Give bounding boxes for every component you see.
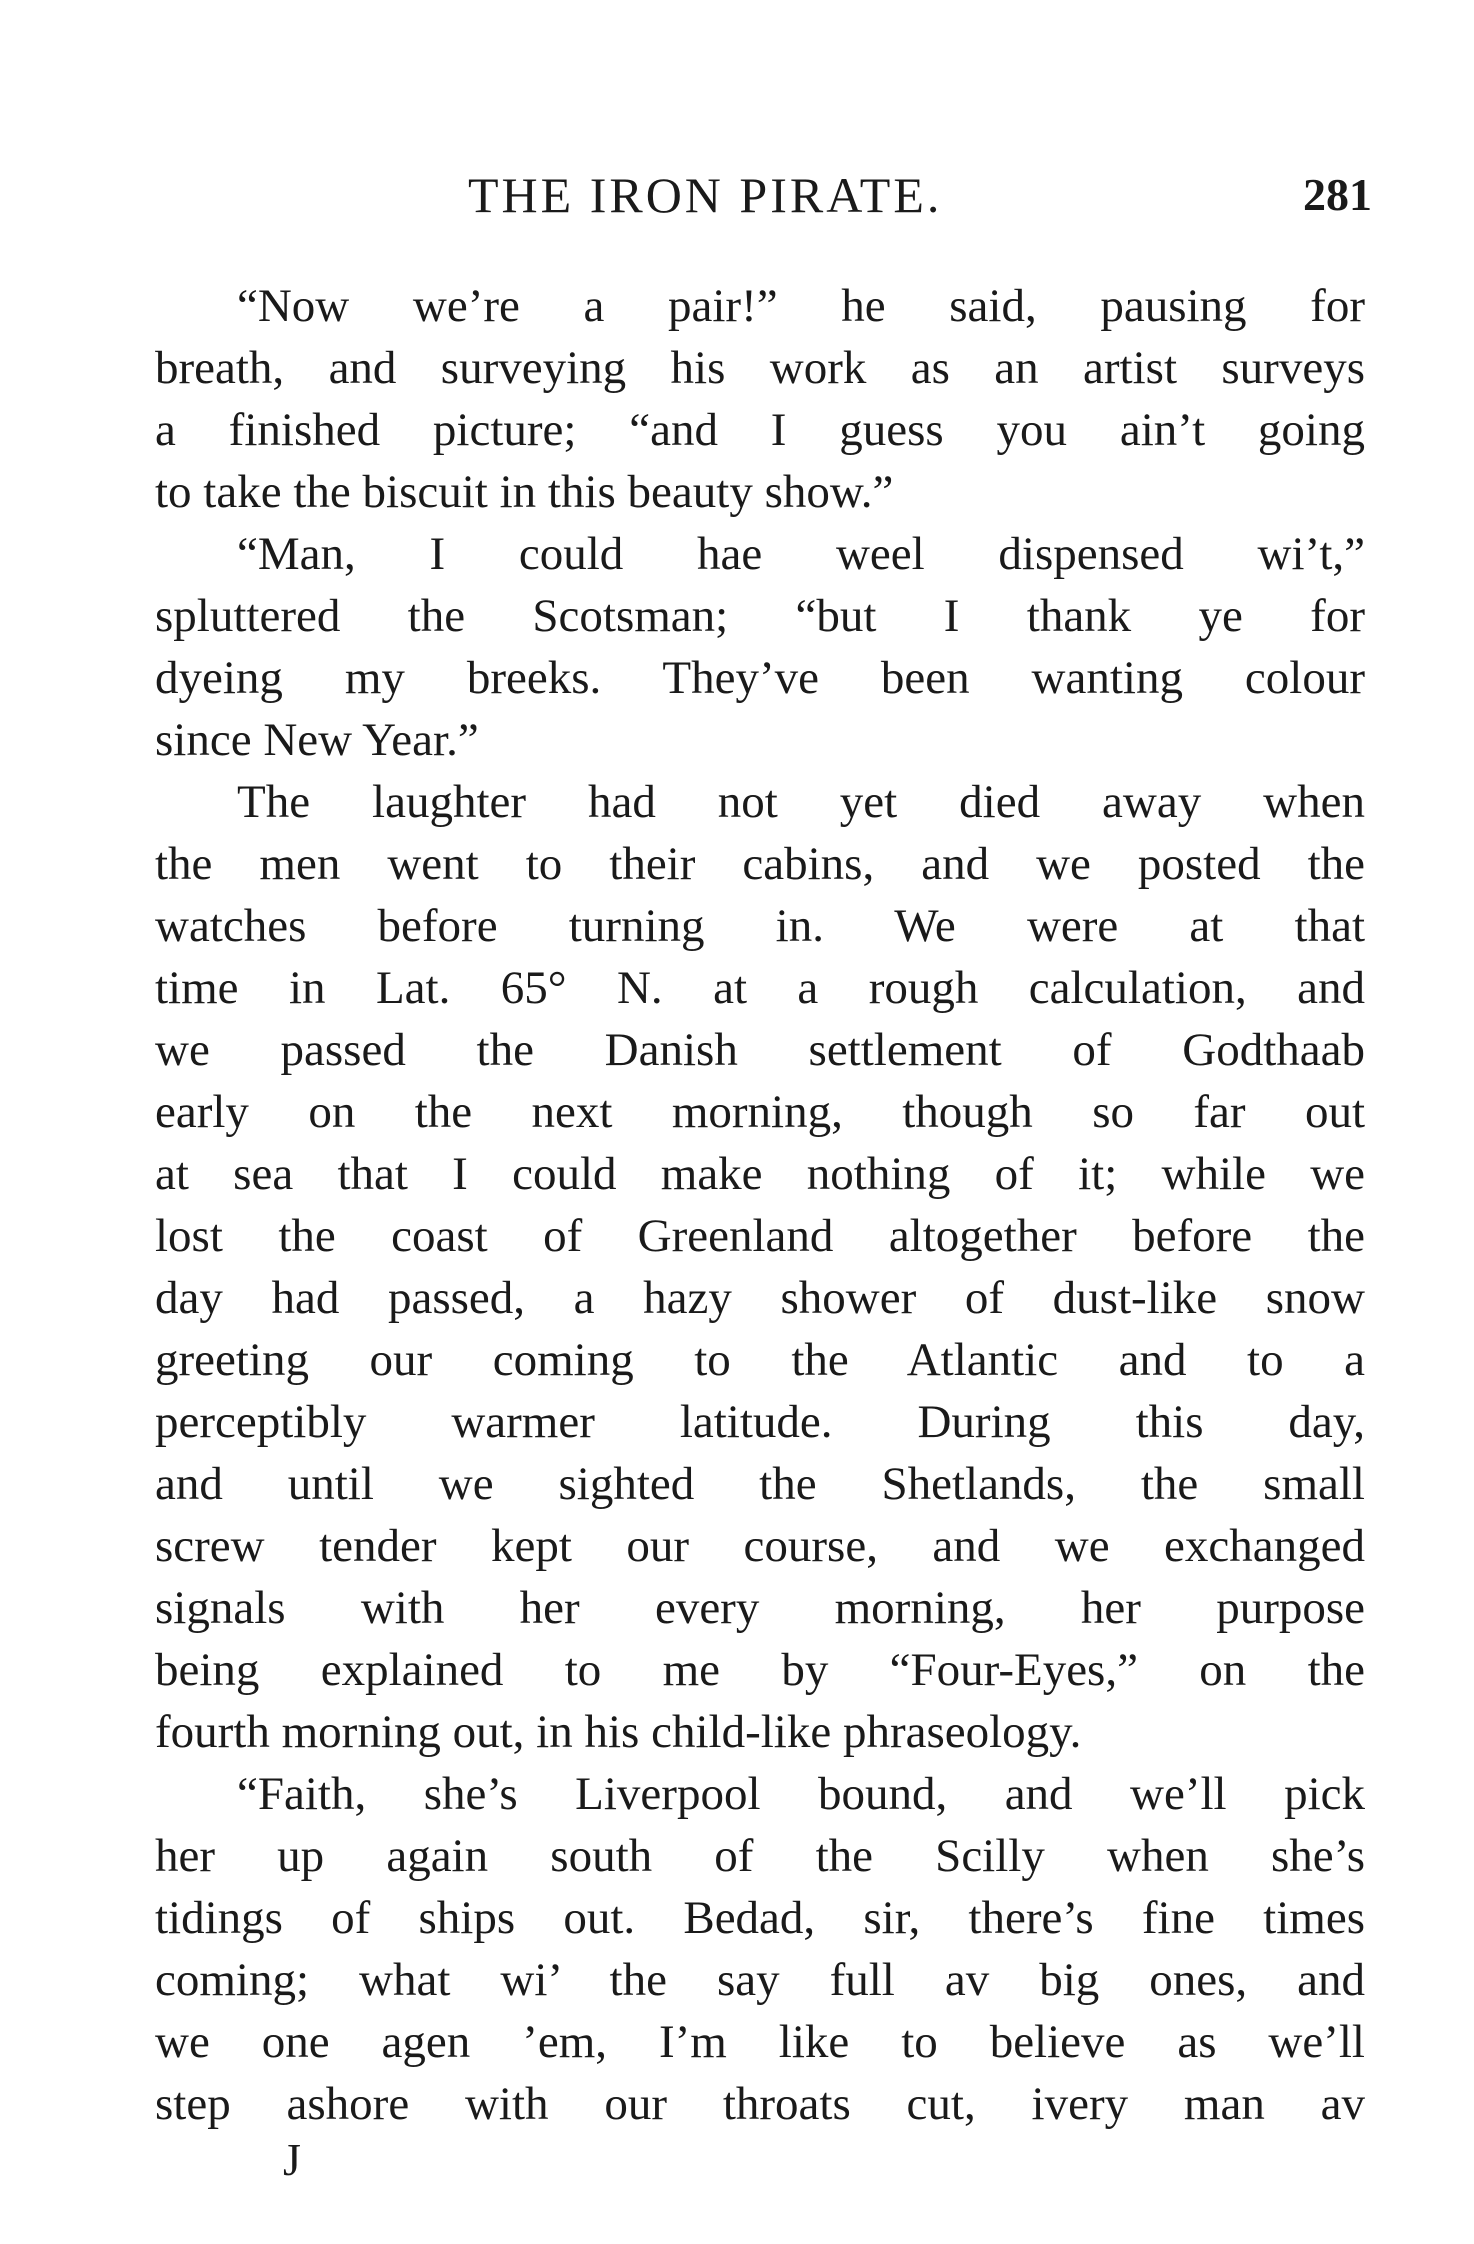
text-line: breath, and surveying his work as an artist surveys: [155, 342, 1365, 394]
running-header: [150, 160, 1370, 230]
text-line: we one agen ’em, I’m like to believe as we’ll: [155, 2016, 1365, 2068]
body-text: [155, 275, 1365, 2135]
text-line: “Now we’re a pair!” he said, pausing for: [237, 280, 1365, 332]
text-line: we passed the Danish settlement of Godthaab: [155, 1024, 1365, 1076]
text-line: spluttered the Scotsman; “but I thank ye for: [155, 590, 1365, 642]
text-line: day had passed, a hazy shower of dust-like snow: [155, 1272, 1365, 1324]
text-line: the men went to their cabins, and we posted the: [155, 838, 1365, 890]
text-line: The laughter had not yet died away when: [237, 776, 1365, 828]
text-line: at sea that I could make nothing of it; while we: [155, 1148, 1365, 1200]
text-line: time in Lat. 65° N. at a rough calculation, and: [155, 962, 1365, 1014]
text-line: to take the biscuit in this beauty show.”: [155, 466, 894, 518]
text-line: perceptibly warmer latitude. During this day,: [155, 1396, 1365, 1448]
text-line: her up again south of the Scilly when she’s: [155, 1830, 1365, 1882]
text-line: tidings of ships out. Bedad, sir, there’s fine times: [155, 1892, 1365, 1944]
signature-mark: J: [283, 2134, 301, 2185]
running-title: THE IRON PIRATE.: [468, 167, 943, 223]
text-line: greeting our coming to the Atlantic and to a: [155, 1334, 1365, 1386]
text-line: “Faith, she’s Liverpool bound, and we’ll pick: [237, 1768, 1365, 1820]
text-line: since New Year.”: [155, 714, 479, 766]
text-line: “Man, I could hae weel dispensed wi’t,”: [237, 528, 1365, 580]
text-line: being explained to me by “Four-Eyes,” on the: [155, 1644, 1365, 1696]
text-line: and until we sighted the Shetlands, the small: [155, 1458, 1365, 1510]
text-line: early on the next morning, though so far out: [155, 1086, 1365, 1138]
text-line: signals with her every morning, her purpose: [155, 1582, 1365, 1634]
text-line: coming; what wi’ the say full av big ones, and: [155, 1954, 1365, 2006]
page-number: 281: [1303, 169, 1372, 220]
text-line: lost the coast of Greenland altogether before the: [155, 1210, 1365, 1262]
text-line: step ashore with our throats cut, ivery man av: [155, 2078, 1365, 2130]
text-line: dyeing my breeks. They’ve been wanting colour: [155, 652, 1365, 704]
text-line: a finished picture; “and I guess you ain’t going: [155, 404, 1365, 456]
text-line: fourth morning out, in his child-like phraseology.: [155, 1706, 1082, 1758]
text-line: watches before turning in. We were at that: [155, 900, 1365, 952]
text-line: screw tender kept our course, and we exchanged: [155, 1520, 1365, 1572]
